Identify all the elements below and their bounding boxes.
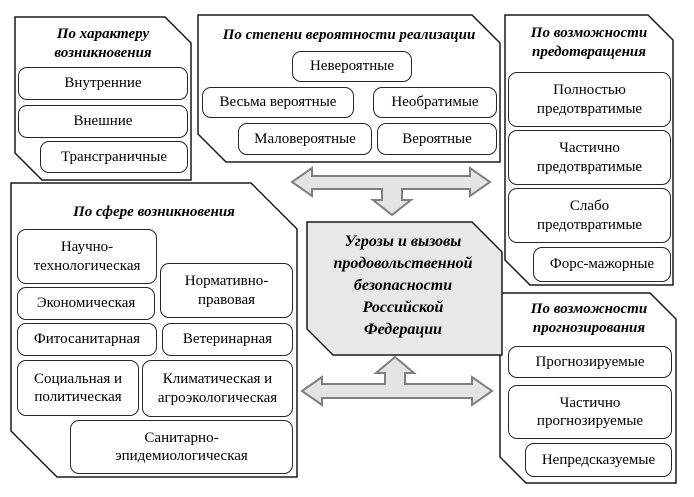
central-node-text-line: Российской	[362, 299, 444, 316]
diagram-node: Санитарно-эпидемиологическая	[70, 420, 293, 474]
central-node-text-line: Угрозы и вызовы	[344, 233, 462, 250]
group-title-by-character: По характеру возникновения	[54, 26, 152, 61]
central-node-text-line: безопасности	[353, 277, 453, 294]
diagram-node: Необратимые	[373, 87, 497, 118]
group-title-by-sphere: По сфере возникновения	[73, 204, 235, 220]
central-node	[310, 231, 496, 341]
diagram-node: Социальная и политическая	[17, 360, 139, 416]
central-node-text-line: продовольственной	[333, 255, 473, 272]
diagram-node: Слабо предотвратимые	[508, 188, 671, 243]
bottom-three-way-arrow	[302, 357, 492, 405]
diagram-node: Непредсказуемые	[525, 443, 672, 477]
diagram-node: Форс-мажорные	[533, 247, 671, 282]
diagram-node: Вероятные	[377, 123, 497, 155]
diagram-node: Климатическая и агроэкологическая	[142, 360, 293, 417]
diagram-node: Весьма вероятные	[202, 87, 354, 118]
diagram-node: Экономическая	[17, 287, 155, 320]
diagram-node: Внешние	[18, 105, 188, 138]
diagram-node: Внутренние	[18, 67, 188, 100]
diagram-node: Маловероятные	[238, 123, 372, 155]
diagram-node: Ветеринарная	[162, 323, 293, 356]
diagram-node: Научно-технологическая	[17, 229, 157, 284]
diagram-node: Прогнозируемые	[508, 346, 672, 378]
top-three-way-arrow	[292, 168, 490, 215]
diagram-node: Полностью предотвратимые	[508, 72, 671, 127]
diagram-node: Частично предотвратимые	[508, 130, 671, 185]
group-title-by-prevention: По возможности предотвращения	[530, 25, 648, 60]
diagram-node: Фитосанитарная	[17, 323, 157, 356]
diagram-node: Частично прогнозируемые	[508, 385, 672, 439]
diagram-node: Трансграничные	[40, 141, 188, 173]
diagram-node: Невероятные	[292, 51, 412, 82]
central-node-text-line: Федерации	[363, 321, 443, 338]
group-title-by-probability: По степени вероятности реализации	[222, 27, 476, 43]
group-title-by-forecast: По возможности прогнозирования	[530, 301, 648, 336]
diagram-node: Нормативно-правовая	[160, 263, 293, 318]
